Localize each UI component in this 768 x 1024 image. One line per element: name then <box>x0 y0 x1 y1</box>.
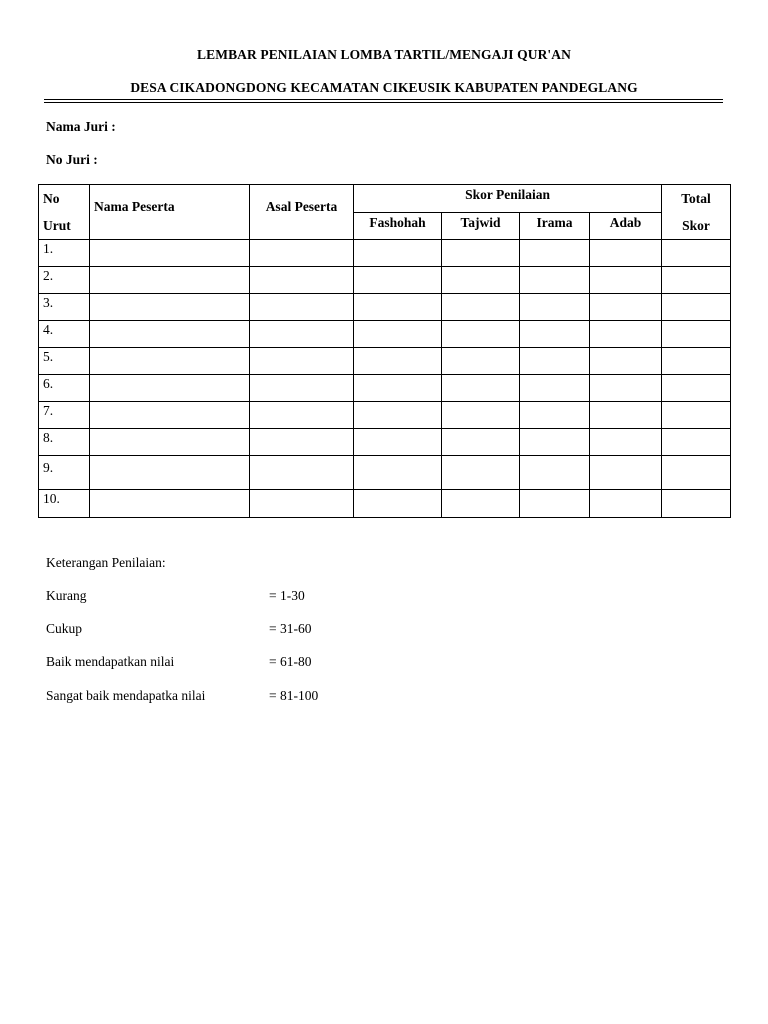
table-row <box>39 375 731 402</box>
keterangan-label: Baik mendapatkan nilai <box>46 654 175 669</box>
cell-irama[interactable] <box>520 429 590 456</box>
header-total-line2: Skor <box>682 218 710 233</box>
row-number: 5. <box>39 348 90 375</box>
keterangan-value: = 61-80 <box>269 654 312 669</box>
cell-nama[interactable] <box>90 294 250 321</box>
cell-asal[interactable] <box>250 348 354 375</box>
cell-tajwid[interactable] <box>442 294 520 321</box>
no-juri-label: No Juri : <box>46 152 98 167</box>
cell-asal[interactable] <box>250 240 354 267</box>
cell-total[interactable] <box>662 348 731 375</box>
cell-fashohah[interactable] <box>354 429 442 456</box>
table-row <box>39 348 731 375</box>
cell-asal[interactable] <box>250 490 354 518</box>
cell-adab[interactable] <box>590 294 662 321</box>
cell-nama[interactable] <box>90 375 250 402</box>
cell-adab[interactable] <box>590 348 662 375</box>
cell-total[interactable] <box>662 402 731 429</box>
header-nama-peserta: Nama Peserta <box>90 185 250 240</box>
keterangan-title-text: Keterangan Penilaian: <box>46 555 166 570</box>
table-row <box>39 240 731 267</box>
cell-asal[interactable] <box>250 456 354 490</box>
cell-total[interactable] <box>662 267 731 294</box>
cell-asal[interactable] <box>250 267 354 294</box>
header-total-skor <box>662 185 731 240</box>
cell-adab[interactable] <box>590 240 662 267</box>
row-number: 10. <box>39 490 90 518</box>
row-number: 6. <box>39 375 90 402</box>
cell-asal[interactable] <box>250 402 354 429</box>
cell-irama[interactable] <box>520 348 590 375</box>
cell-nama[interactable] <box>90 240 250 267</box>
cell-tajwid[interactable] <box>442 456 520 490</box>
header-fashohah: Fashohah <box>354 213 442 240</box>
cell-total[interactable] <box>662 321 731 348</box>
score-table <box>38 184 731 518</box>
cell-nama[interactable] <box>90 321 250 348</box>
cell-fashohah[interactable] <box>354 294 442 321</box>
cell-irama[interactable] <box>520 294 590 321</box>
cell-fashohah[interactable] <box>354 375 442 402</box>
cell-total[interactable] <box>662 294 731 321</box>
row-number: 7. <box>39 402 90 429</box>
cell-asal[interactable] <box>250 294 354 321</box>
keterangan-value: = 81-100 <box>269 688 319 703</box>
keterangan-label: Kurang <box>46 588 87 603</box>
cell-nama[interactable] <box>90 402 250 429</box>
cell-fashohah[interactable] <box>354 402 442 429</box>
cell-tajwid[interactable] <box>442 348 520 375</box>
cell-asal[interactable] <box>250 375 354 402</box>
cell-irama[interactable] <box>520 240 590 267</box>
cell-total[interactable] <box>662 456 731 490</box>
page-title: LEMBAR PENILAIAN LOMBA TARTIL/MENGAJI QUR'AN <box>197 47 571 62</box>
table-row <box>39 402 731 429</box>
keterangan-label: Sangat baik mendapatka nilai <box>46 688 206 703</box>
keterangan-label: Cukup <box>46 621 83 636</box>
cell-total[interactable] <box>662 375 731 402</box>
cell-fashohah[interactable] <box>354 490 442 518</box>
cell-adab[interactable] <box>590 490 662 518</box>
cell-tajwid[interactable] <box>442 240 520 267</box>
cell-tajwid[interactable] <box>442 267 520 294</box>
table-row <box>39 456 731 490</box>
row-number: 8. <box>39 429 90 456</box>
cell-nama[interactable] <box>90 429 250 456</box>
cell-irama[interactable] <box>520 402 590 429</box>
cell-adab[interactable] <box>590 375 662 402</box>
cell-nama[interactable] <box>90 267 250 294</box>
header-no-line1: No <box>43 191 60 206</box>
cell-tajwid[interactable] <box>442 490 520 518</box>
cell-irama[interactable] <box>520 456 590 490</box>
header-skor-penilaian: Skor Penilaian <box>354 185 662 213</box>
header-asal-peserta: Asal Peserta <box>250 185 354 240</box>
cell-fashohah[interactable] <box>354 348 442 375</box>
row-number: 1. <box>39 240 90 267</box>
row-number: 4. <box>39 321 90 348</box>
cell-fashohah[interactable] <box>354 321 442 348</box>
cell-adab[interactable] <box>590 429 662 456</box>
page-subtitle: DESA CIKADONGDONG KECAMATAN CIKEUSIK KABUPATEN PANDEGLANG <box>130 80 638 95</box>
cell-tajwid[interactable] <box>442 375 520 402</box>
row-number: 9. <box>39 456 90 490</box>
cell-total[interactable] <box>662 490 731 518</box>
cell-adab[interactable] <box>590 402 662 429</box>
keterangan-value: = 1-30 <box>269 588 305 603</box>
cell-nama[interactable] <box>90 348 250 375</box>
header-no-urut <box>39 185 90 240</box>
cell-tajwid[interactable] <box>442 429 520 456</box>
cell-asal[interactable] <box>250 429 354 456</box>
cell-adab[interactable] <box>590 456 662 490</box>
cell-nama[interactable] <box>90 456 250 490</box>
header-divider-bottom <box>44 102 723 103</box>
table-row <box>39 321 731 348</box>
row-number: 3. <box>39 294 90 321</box>
table-row <box>39 294 731 321</box>
cell-tajwid[interactable] <box>442 402 520 429</box>
header-no-line2: Urut <box>43 218 71 233</box>
table-row <box>39 490 731 518</box>
table-row <box>39 429 731 456</box>
header-divider-top <box>44 99 723 100</box>
keterangan-value: = 31-60 <box>269 621 312 636</box>
cell-irama[interactable] <box>520 375 590 402</box>
cell-fashohah[interactable] <box>354 240 442 267</box>
cell-fashohah[interactable] <box>354 456 442 490</box>
header-adab: Adab <box>590 213 662 240</box>
cell-irama[interactable] <box>520 267 590 294</box>
cell-asal[interactable] <box>250 321 354 348</box>
cell-irama[interactable] <box>520 490 590 518</box>
header-tajwid: Tajwid <box>442 213 520 240</box>
cell-irama[interactable] <box>520 321 590 348</box>
cell-total[interactable] <box>662 240 731 267</box>
cell-total[interactable] <box>662 429 731 456</box>
header-total-line1: Total <box>681 191 711 206</box>
table-row <box>39 267 731 294</box>
cell-tajwid[interactable] <box>442 321 520 348</box>
header-irama: Irama <box>520 213 590 240</box>
nama-juri-label: Nama Juri : <box>46 119 116 134</box>
cell-fashohah[interactable] <box>354 267 442 294</box>
row-number: 2. <box>39 267 90 294</box>
cell-adab[interactable] <box>590 267 662 294</box>
cell-nama[interactable] <box>90 490 250 518</box>
cell-adab[interactable] <box>590 321 662 348</box>
